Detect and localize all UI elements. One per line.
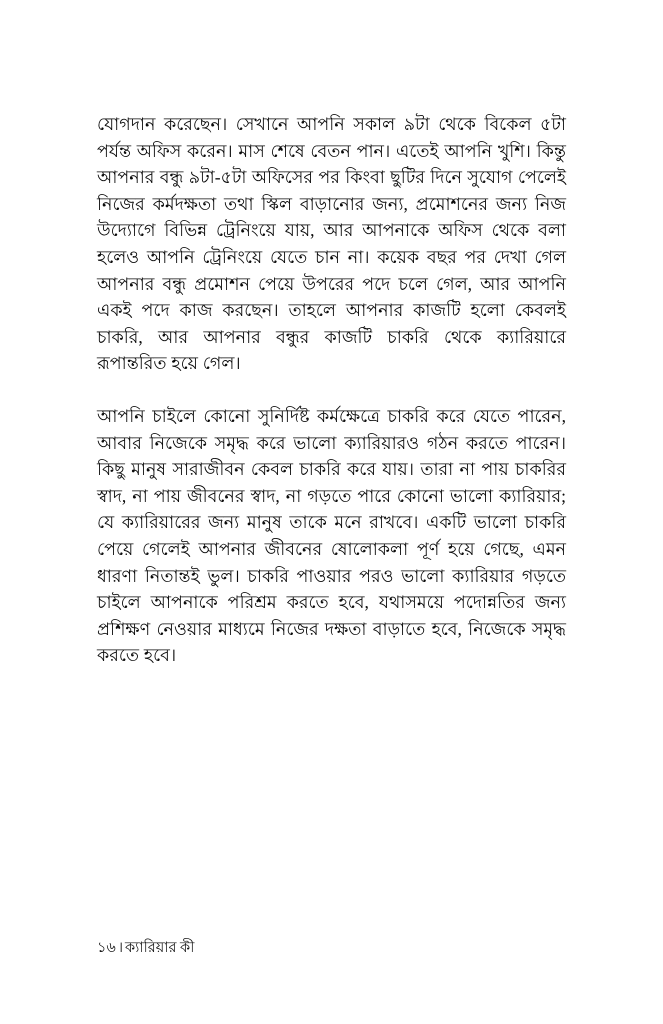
- footer-page-number: ১৬: [97, 940, 116, 956]
- page-content-column: [97, 111, 566, 669]
- body-paragraph: আপনি চাইলে কোনো সুনির্দিষ্ট কর্মক্ষেত্রে চাকরি করে যেতে পারেন, আবার নিজেকে সমৃদ্ধ করে ভালো ক্যারিয়ারও গঠন করতে পারেন। কিছু মানুষ সারাজীবন কেবল চাকরি করে যায়। তারা না পায় চাকরির স্বাদ, না পায় জীবনের স্বাদ, না গড়তে পারে কোনো ভালো ক্যারিয়ার; যে ক্যারিয়ারের জন্য মানুষ তাকে মনে রাখবে। একটি ভালো চাকরি পেয়ে গেলেই আপনার জীবনের ষোলোকলা পূর্ণ হয়ে গেছে, এমন ধারণা নিতান্তই ভুল। চাকরি পাওয়ার পরও ভালো ক্যারিয়ার গড়তে চাইলে আপনাকে পরিশ্রম করতে হবে, যথাসময়ে পদোন্নতির জন্য প্রশিক্ষণ নেওয়ার মাধ্যমে নিজের দক্ষতা বাড়াতে হবে, নিজেকে সমৃদ্ধ করতে হবে।: [97, 405, 566, 666]
- footer-chapter-title: ক্যারিয়ার কী: [125, 940, 195, 956]
- body-paragraph: যোগদান করেছেন। সেখানে আপনি সকাল ৯টা থেকে বিকেল ৫টা পর্যন্ত অফিস করেন। মাস শেষে বেতন পান। এতেই আপনি খুশি। কিন্তু আপনার বন্ধু ৯টা-৫টা অফিসের পর কিংবা ছুটির দিনে সুযোগ পেলেই নিজের কর্মদক্ষতা তথা স্কিল বাড়ানোর জন্য, প্রমোশনের জন্য নিজ উদ্যোগে বিভিন্ন ট্রেনিংয়ে যায়, আর আপনাকে অফিস থেকে বলা হলেও আপনি ট্রেনিংয়ে যেতে চান না। কয়েক বছর পর দেখা গেল আপনার বন্ধু প্রমোশন পেয়ে উপরের পদে চলে গেল, আর আপনি একই পদে কাজ করছেন। তাহলে আপনার কাজটি হলো কেবলই চাকরি, আর আপনার বন্ধুর কাজটি চাকরি থেকে ক্যারিয়ারে রূপান্তরিত হয়ে গেল।: [97, 114, 566, 374]
- page-footer: [97, 938, 566, 958]
- footer-separator: ।: [117, 940, 124, 956]
